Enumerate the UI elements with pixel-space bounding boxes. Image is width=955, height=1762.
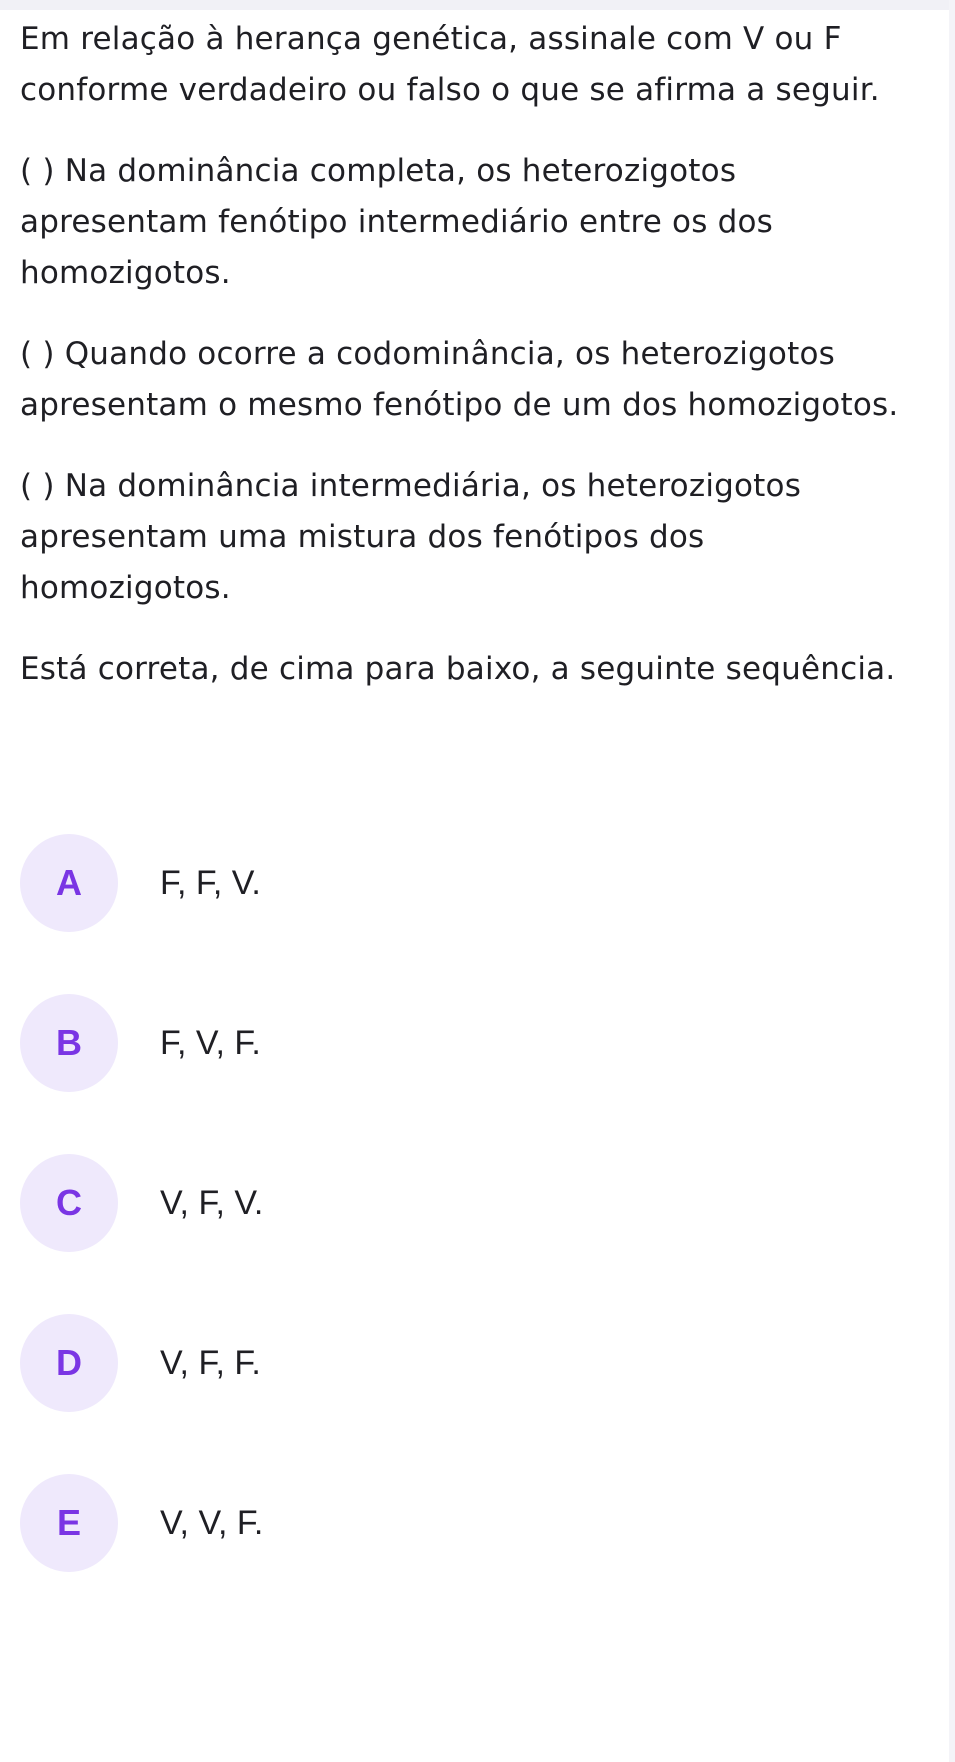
option-e-badge: E	[20, 1474, 118, 1572]
option-a-badge: A	[20, 834, 118, 932]
option-d-text: V, F, F.	[160, 1343, 261, 1382]
statement-1: ( ) Na dominância completa, os heterozigotos apresentam fenótipo intermediário entre os dos homozigotos.	[20, 153, 774, 291]
option-a-text: F, F, V.	[160, 863, 261, 902]
question-text	[20, 14, 920, 725]
question-intro: Em relação à herança genética, assinale com V ou F conforme verdadeiro ou falso o que se afirma a seguir.	[20, 21, 880, 108]
option-c-text: V, F, V.	[160, 1183, 264, 1222]
option-c[interactable]	[20, 1153, 900, 1253]
option-d-badge: D	[20, 1314, 118, 1412]
option-b-badge: B	[20, 994, 118, 1092]
statement-3: ( ) Na dominância intermediária, os heterozigotos apresentam uma mistura dos fenótipos dos homozigotos.	[20, 468, 802, 606]
option-c-badge: C	[20, 1154, 118, 1252]
option-d[interactable]	[20, 1313, 900, 1413]
option-e-text: V, V, F.	[160, 1503, 264, 1542]
option-e[interactable]	[20, 1473, 900, 1573]
option-b-text: F, V, F.	[160, 1023, 261, 1062]
option-b[interactable]	[20, 993, 900, 1093]
scroll-edge	[949, 0, 955, 1762]
question-prompt: Está correta, de cima para baixo, a seguinte sequência.	[20, 651, 896, 687]
option-a[interactable]	[20, 833, 900, 933]
statement-2: ( ) Quando ocorre a codominância, os heterozigotos apresentam o mesmo fenótipo de um dos homozigotos.	[20, 336, 899, 423]
top-bar	[0, 0, 955, 10]
